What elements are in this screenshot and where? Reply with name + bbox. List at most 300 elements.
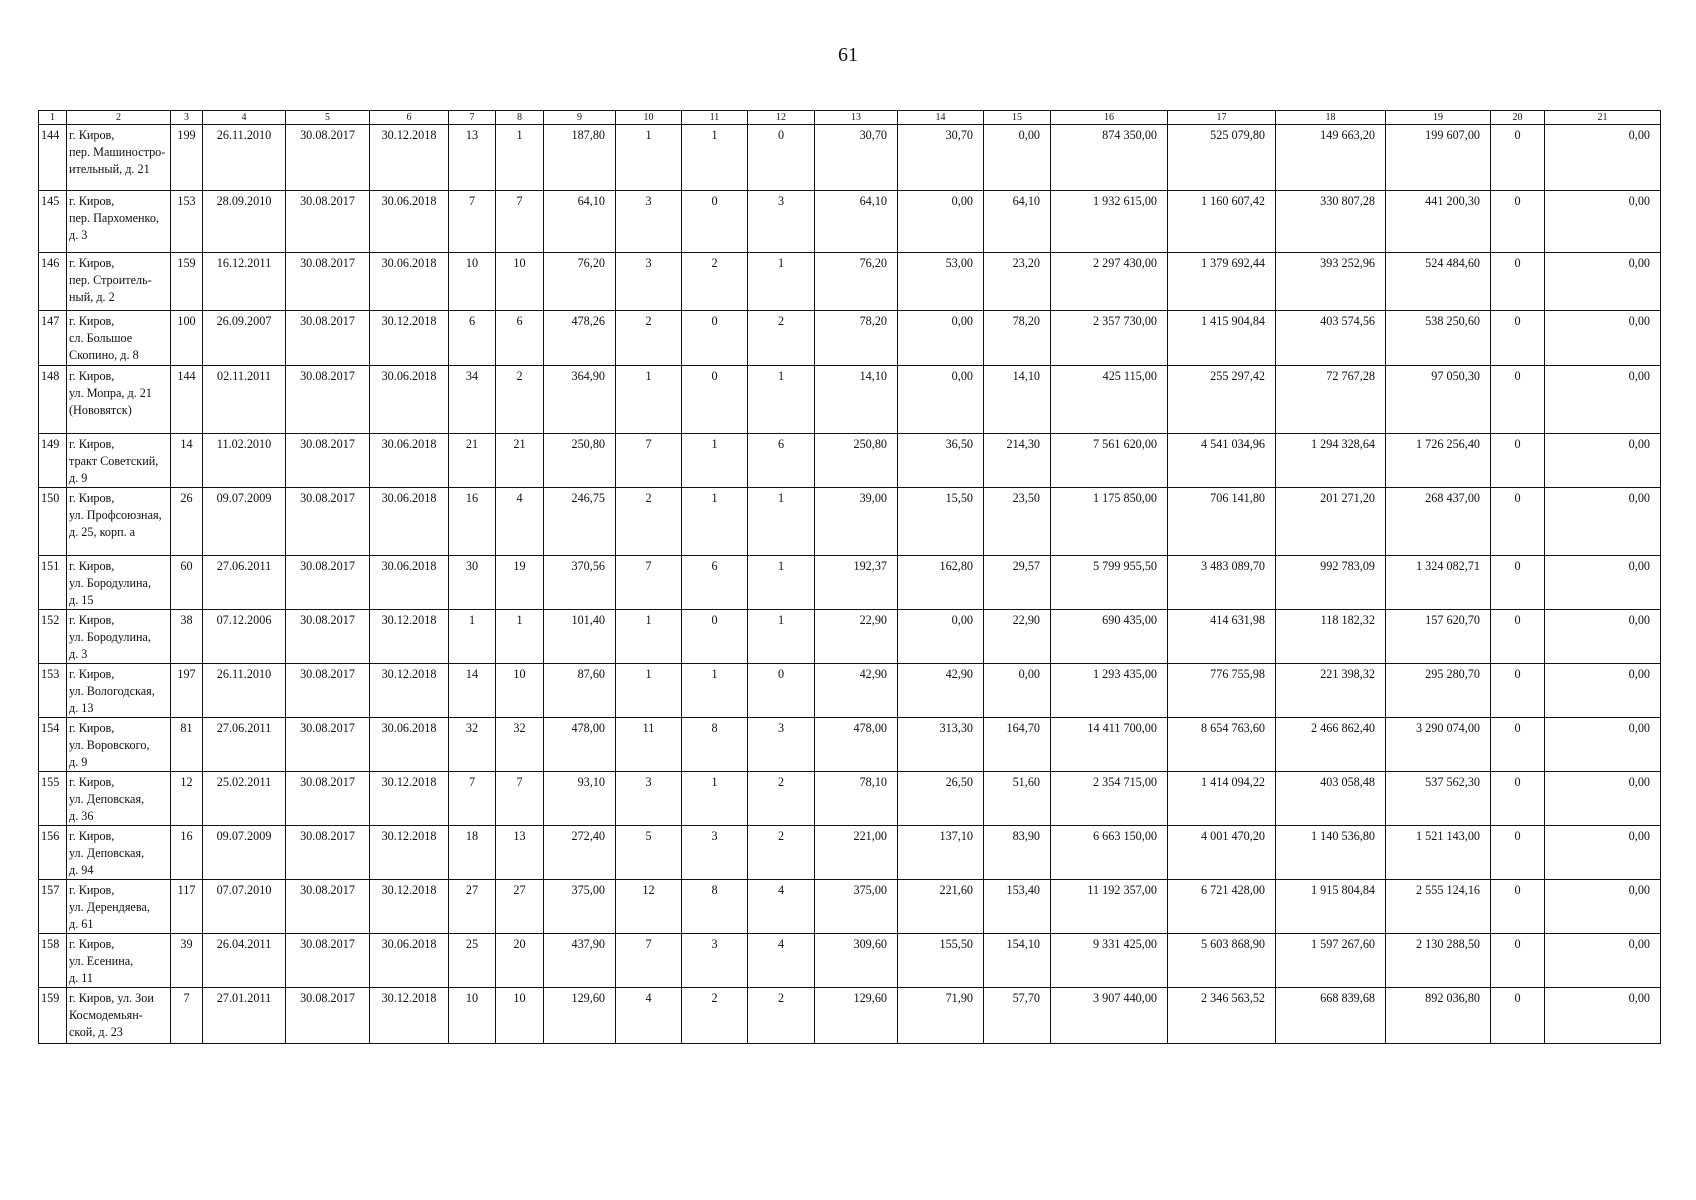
row-number-cell: 145 [39, 191, 67, 253]
table-cell: 13 [449, 125, 496, 191]
table-cell: 0,00 [1545, 772, 1661, 826]
table-cell: 101,40 [544, 610, 616, 664]
table-cell: 874 350,00 [1051, 125, 1168, 191]
table-row [39, 880, 1661, 934]
table-cell: 538 250,60 [1386, 311, 1491, 366]
table-cell: 27 [496, 880, 544, 934]
table-cell: 0,00 [1545, 253, 1661, 311]
column-header: 16 [1051, 111, 1168, 125]
table-cell: 3 [616, 253, 682, 311]
table-cell: 0 [682, 366, 748, 434]
column-header: 4 [203, 111, 286, 125]
table-cell: 2 354 715,00 [1051, 772, 1168, 826]
table-cell: 1 [682, 772, 748, 826]
row-number-cell: 152 [39, 610, 67, 664]
table-cell: 0 [1491, 610, 1545, 664]
address-line: пер. Строитель- [69, 273, 152, 287]
table-cell: 60 [171, 556, 203, 610]
table-cell: 4 [748, 934, 815, 988]
table-cell: 0,00 [1545, 488, 1661, 556]
address-line: тракт Советский, [69, 454, 159, 468]
table-cell: 30.08.2017 [286, 610, 370, 664]
column-header: 9 [544, 111, 616, 125]
table-cell: 64,10 [815, 191, 898, 253]
address-line: г. Киров, ул. Зои [69, 991, 154, 1005]
table-cell: 10 [496, 253, 544, 311]
table-cell: 1 [682, 488, 748, 556]
table-cell: 6 [748, 434, 815, 488]
address-line: г. Киров, [69, 559, 115, 573]
table-cell: 30.12.2018 [370, 880, 449, 934]
table-cell: 197 [171, 664, 203, 718]
table-row [39, 366, 1661, 434]
table-cell: 4 001 470,20 [1168, 826, 1276, 880]
table-cell: 0 [1491, 826, 1545, 880]
address-line: сл. Большое [69, 331, 133, 345]
address-cell [67, 311, 171, 366]
address-cell [67, 556, 171, 610]
table-cell: 20 [496, 934, 544, 988]
table-cell: 30.08.2017 [286, 366, 370, 434]
table-cell: 30.12.2018 [370, 988, 449, 1044]
address-line: Космодемьян- [69, 1008, 143, 1022]
table-cell: 0,00 [898, 366, 984, 434]
address-line: ул. Вологодская, [69, 684, 155, 698]
address-cell [67, 125, 171, 191]
table-cell: 30.08.2017 [286, 488, 370, 556]
table-cell: 7 [496, 772, 544, 826]
table-cell: 38 [171, 610, 203, 664]
table-cell: 30.12.2018 [370, 311, 449, 366]
table-cell: 1 915 804,84 [1276, 880, 1386, 934]
table-cell: 7 [616, 934, 682, 988]
table-row [39, 988, 1661, 1044]
table-cell: 30 [449, 556, 496, 610]
table-cell: 93,10 [544, 772, 616, 826]
table-cell: 155,50 [898, 934, 984, 988]
address-cell [67, 934, 171, 988]
table-cell: 268 437,00 [1386, 488, 1491, 556]
table-cell: 83,90 [984, 826, 1051, 880]
table-cell: 2 130 288,50 [1386, 934, 1491, 988]
table-cell: 309,60 [815, 934, 898, 988]
table-cell: 255 297,42 [1168, 366, 1276, 434]
table-row [39, 556, 1661, 610]
address-line: д. 3 [69, 647, 88, 661]
table-cell: 30.08.2017 [286, 556, 370, 610]
table-cell: 0 [682, 610, 748, 664]
table-cell: 26.09.2007 [203, 311, 286, 366]
table-cell: 375,00 [815, 880, 898, 934]
table-cell: 221 398,32 [1276, 664, 1386, 718]
table-cell: 30.06.2018 [370, 488, 449, 556]
table-cell: 07.12.2006 [203, 610, 286, 664]
address-line: ул. Деповская, [69, 846, 145, 860]
table-cell: 1 415 904,84 [1168, 311, 1276, 366]
address-cell [67, 880, 171, 934]
table-cell: 30.08.2017 [286, 880, 370, 934]
column-header: 3 [171, 111, 203, 125]
table-cell: 706 141,80 [1168, 488, 1276, 556]
table-cell: 1 [682, 434, 748, 488]
column-header: 10 [616, 111, 682, 125]
address-cell [67, 366, 171, 434]
table-cell: 250,80 [544, 434, 616, 488]
table-cell: 14,10 [815, 366, 898, 434]
address-line: Скопино, д. 8 [69, 348, 139, 362]
table-cell: 2 [682, 253, 748, 311]
row-number-cell: 159 [39, 988, 67, 1044]
table-cell: 30.08.2017 [286, 311, 370, 366]
table-cell: 370,56 [544, 556, 616, 610]
table-cell: 5 [616, 826, 682, 880]
table-cell: 2 [682, 988, 748, 1044]
data-table [38, 110, 1661, 1044]
address-line: д. 9 [69, 755, 88, 769]
column-header: 2 [67, 111, 171, 125]
table-cell: 07.07.2010 [203, 880, 286, 934]
row-number-cell: 147 [39, 311, 67, 366]
table-cell: 364,90 [544, 366, 616, 434]
table-cell: 668 839,68 [1276, 988, 1386, 1044]
address-line: д. 11 [69, 971, 94, 985]
table-cell: 0 [682, 191, 748, 253]
table-cell: 441 200,30 [1386, 191, 1491, 253]
column-header: 19 [1386, 111, 1491, 125]
table-row [39, 718, 1661, 772]
table-cell: 30.08.2017 [286, 253, 370, 311]
table-cell: 250,80 [815, 434, 898, 488]
table-cell: 4 541 034,96 [1168, 434, 1276, 488]
table-cell: 0,00 [898, 191, 984, 253]
column-header: 12 [748, 111, 815, 125]
table-cell: 87,60 [544, 664, 616, 718]
table-cell: 30.12.2018 [370, 664, 449, 718]
address-line: ской, д. 23 [69, 1025, 123, 1039]
table-cell: 129,60 [544, 988, 616, 1044]
table-row [39, 826, 1661, 880]
table-cell: 2 357 730,00 [1051, 311, 1168, 366]
table-cell: 0,00 [1545, 366, 1661, 434]
table-cell: 3 [682, 826, 748, 880]
table-cell: 3 290 074,00 [1386, 718, 1491, 772]
table-cell: 11 [616, 718, 682, 772]
address-cell [67, 488, 171, 556]
address-line: ул. Бородулина, [69, 630, 152, 644]
table-cell: 425 115,00 [1051, 366, 1168, 434]
table-cell: 162,80 [898, 556, 984, 610]
table-cell: 375,00 [544, 880, 616, 934]
table-cell: 39,00 [815, 488, 898, 556]
table-cell: 30.08.2017 [286, 664, 370, 718]
table-cell: 0 [1491, 366, 1545, 434]
table-cell: 2 297 430,00 [1051, 253, 1168, 311]
table-cell: 26.04.2011 [203, 934, 286, 988]
table-cell: 30.12.2018 [370, 125, 449, 191]
table-cell: 78,20 [815, 311, 898, 366]
table-cell: 7 [616, 556, 682, 610]
column-header: 17 [1168, 111, 1276, 125]
address-cell [67, 826, 171, 880]
row-number-cell: 153 [39, 664, 67, 718]
table-cell: 02.11.2011 [203, 366, 286, 434]
row-number-cell: 155 [39, 772, 67, 826]
table-cell: 3 [682, 934, 748, 988]
table-cell: 149 663,20 [1276, 125, 1386, 191]
table-cell: 30.06.2018 [370, 556, 449, 610]
table-cell: 30.12.2018 [370, 826, 449, 880]
table-cell: 272,40 [544, 826, 616, 880]
row-number-cell: 157 [39, 880, 67, 934]
table-cell: 0,00 [1545, 556, 1661, 610]
address-cell [67, 718, 171, 772]
address-line: д. 9 [69, 471, 88, 485]
table-cell: 71,90 [898, 988, 984, 1044]
column-header: 13 [815, 111, 898, 125]
table-cell: 153 [171, 191, 203, 253]
table-cell: 3 907 440,00 [1051, 988, 1168, 1044]
table-cell: 0,00 [1545, 664, 1661, 718]
table-cell: 159 [171, 253, 203, 311]
row-number-cell: 158 [39, 934, 67, 988]
table-cell: 14 [449, 664, 496, 718]
address-line: г. Киров, [69, 437, 115, 451]
table-cell: 153,40 [984, 880, 1051, 934]
table-cell: 1 521 143,00 [1386, 826, 1491, 880]
row-number-cell: 146 [39, 253, 67, 311]
address-line: г. Киров, [69, 128, 115, 142]
table-cell: 27 [449, 880, 496, 934]
address-line: г. Киров, [69, 937, 115, 951]
column-header: 21 [1545, 111, 1661, 125]
page-number: 61 [838, 44, 858, 66]
table-cell: 29,57 [984, 556, 1051, 610]
table-cell: 776 755,98 [1168, 664, 1276, 718]
table-cell: 09.07.2009 [203, 488, 286, 556]
column-header: 5 [286, 111, 370, 125]
table-cell: 0,00 [984, 125, 1051, 191]
row-number-cell: 151 [39, 556, 67, 610]
table-cell: 2 [748, 826, 815, 880]
table-cell: 3 [748, 191, 815, 253]
table-cell: 76,20 [815, 253, 898, 311]
table-cell: 28.09.2010 [203, 191, 286, 253]
table-cell: 4 [616, 988, 682, 1044]
table-cell: 437,90 [544, 934, 616, 988]
table-cell: 10 [449, 988, 496, 1044]
table-cell: 16.12.2011 [203, 253, 286, 311]
table-cell: 6 663 150,00 [1051, 826, 1168, 880]
table-cell: 0 [1491, 434, 1545, 488]
address-cell [67, 610, 171, 664]
table-cell: 30.12.2018 [370, 610, 449, 664]
table-cell: 2 [748, 311, 815, 366]
table-cell: 12 [171, 772, 203, 826]
table-cell: 0,00 [898, 311, 984, 366]
table-cell: 42,90 [815, 664, 898, 718]
table-cell: 30.08.2017 [286, 826, 370, 880]
address-line: г. Киров, [69, 667, 115, 681]
address-cell [67, 772, 171, 826]
table-cell: 221,60 [898, 880, 984, 934]
table-cell: 0 [748, 664, 815, 718]
table-cell: 0 [1491, 988, 1545, 1044]
row-number-cell: 148 [39, 366, 67, 434]
table-cell: 1 [682, 664, 748, 718]
table-cell: 27.06.2011 [203, 718, 286, 772]
table-cell: 1 379 692,44 [1168, 253, 1276, 311]
table-cell: 393 252,96 [1276, 253, 1386, 311]
table-cell: 2 [496, 366, 544, 434]
table-cell: 21 [496, 434, 544, 488]
table-cell: 26.11.2010 [203, 125, 286, 191]
table-cell: 0 [1491, 191, 1545, 253]
table-cell: 0 [1491, 556, 1545, 610]
table-row [39, 191, 1661, 253]
address-line: ительный, д. 21 [69, 162, 150, 176]
table-cell: 154,10 [984, 934, 1051, 988]
table-cell: 64,10 [984, 191, 1051, 253]
table-cell: 1 [616, 664, 682, 718]
table-cell: 4 [748, 880, 815, 934]
table-cell: 30.08.2017 [286, 191, 370, 253]
table-cell: 30.08.2017 [286, 434, 370, 488]
table-cell: 1 [496, 610, 544, 664]
table-cell: 2 466 862,40 [1276, 718, 1386, 772]
address-line: ул. Деповская, [69, 792, 145, 806]
table-cell: 295 280,70 [1386, 664, 1491, 718]
table-cell: 7 [449, 772, 496, 826]
table-cell: 30.06.2018 [370, 366, 449, 434]
table-cell: 414 631,98 [1168, 610, 1276, 664]
table-cell: 2 [616, 311, 682, 366]
table-cell: 11 192 357,00 [1051, 880, 1168, 934]
address-cell [67, 664, 171, 718]
table-cell: 117 [171, 880, 203, 934]
table-cell: 892 036,80 [1386, 988, 1491, 1044]
table-cell: 0,00 [1545, 434, 1661, 488]
table-row [39, 664, 1661, 718]
table-cell: 26 [171, 488, 203, 556]
table-cell: 199 607,00 [1386, 125, 1491, 191]
table-cell: 2 346 563,52 [1168, 988, 1276, 1044]
column-header: 11 [682, 111, 748, 125]
table-cell: 3 483 089,70 [1168, 556, 1276, 610]
table-cell: 27.06.2011 [203, 556, 286, 610]
table-cell: 330 807,28 [1276, 191, 1386, 253]
table-cell: 26,50 [898, 772, 984, 826]
table-cell: 97 050,30 [1386, 366, 1491, 434]
table-cell: 32 [496, 718, 544, 772]
address-cell [67, 253, 171, 311]
table-cell: 246,75 [544, 488, 616, 556]
table-cell: 09.07.2009 [203, 826, 286, 880]
address-line: д. 15 [69, 593, 94, 607]
table-cell: 0,00 [1545, 718, 1661, 772]
table-cell: 1 140 536,80 [1276, 826, 1386, 880]
table-cell: 22,90 [984, 610, 1051, 664]
table-cell: 51,60 [984, 772, 1051, 826]
address-line: г. Киров, [69, 194, 115, 208]
column-header: 20 [1491, 111, 1545, 125]
row-number-cell: 144 [39, 125, 67, 191]
table-cell: 4 [496, 488, 544, 556]
table-cell: 0,00 [1545, 826, 1661, 880]
table-cell: 2 [748, 772, 815, 826]
table-cell: 42,90 [898, 664, 984, 718]
table-cell: 478,00 [815, 718, 898, 772]
address-line: г. Киров, [69, 829, 115, 843]
table-cell: 32 [449, 718, 496, 772]
table-cell: 157 620,70 [1386, 610, 1491, 664]
table-cell: 537 562,30 [1386, 772, 1491, 826]
table-cell: 0,00 [1545, 988, 1661, 1044]
table-cell: 164,70 [984, 718, 1051, 772]
table-cell: 1 [748, 556, 815, 610]
table-cell: 10 [496, 664, 544, 718]
column-header: 18 [1276, 111, 1386, 125]
table-cell: 11.02.2010 [203, 434, 286, 488]
table-cell: 100 [171, 311, 203, 366]
table-cell: 1 [616, 610, 682, 664]
column-header: 14 [898, 111, 984, 125]
table-cell: 30.08.2017 [286, 718, 370, 772]
table-row [39, 434, 1661, 488]
table-cell: 8 [682, 880, 748, 934]
table-cell: 1 [496, 125, 544, 191]
row-number-cell: 156 [39, 826, 67, 880]
address-line: ный, д. 2 [69, 290, 115, 304]
table-cell: 7 561 620,00 [1051, 434, 1168, 488]
table-cell: 1 [748, 366, 815, 434]
address-line: г. Киров, [69, 256, 115, 270]
table-cell: 313,30 [898, 718, 984, 772]
table-cell: 78,10 [815, 772, 898, 826]
table-cell: 16 [449, 488, 496, 556]
table-cell: 478,26 [544, 311, 616, 366]
table-cell: 25.02.2011 [203, 772, 286, 826]
table-cell: 30.06.2018 [370, 191, 449, 253]
table-cell: 0 [1491, 664, 1545, 718]
table-cell: 403 058,48 [1276, 772, 1386, 826]
table-cell: 478,00 [544, 718, 616, 772]
table-cell: 201 271,20 [1276, 488, 1386, 556]
address-line: г. Киров, [69, 883, 115, 897]
table-cell: 1 [748, 253, 815, 311]
table-cell: 30.06.2018 [370, 253, 449, 311]
table-cell: 22,90 [815, 610, 898, 664]
table-cell: 2 [616, 488, 682, 556]
table-cell: 1 175 850,00 [1051, 488, 1168, 556]
address-line: д. 36 [69, 809, 94, 823]
table-cell: 1 324 082,71 [1386, 556, 1491, 610]
table-cell: 10 [449, 253, 496, 311]
column-header: 1 [39, 111, 67, 125]
table-cell: 6 [682, 556, 748, 610]
table-cell: 30.08.2017 [286, 988, 370, 1044]
table-cell: 0 [1491, 718, 1545, 772]
table-cell: 8 [682, 718, 748, 772]
table-cell: 1 [616, 125, 682, 191]
table-cell: 30.06.2018 [370, 934, 449, 988]
table-cell: 0 [1491, 253, 1545, 311]
address-line: д. 25, корп. а [69, 525, 136, 539]
table-cell: 13 [496, 826, 544, 880]
table-cell: 7 [616, 434, 682, 488]
address-line: ул. Воровского, [69, 738, 150, 752]
address-line: г. Киров, [69, 314, 115, 328]
table-cell: 5 799 955,50 [1051, 556, 1168, 610]
